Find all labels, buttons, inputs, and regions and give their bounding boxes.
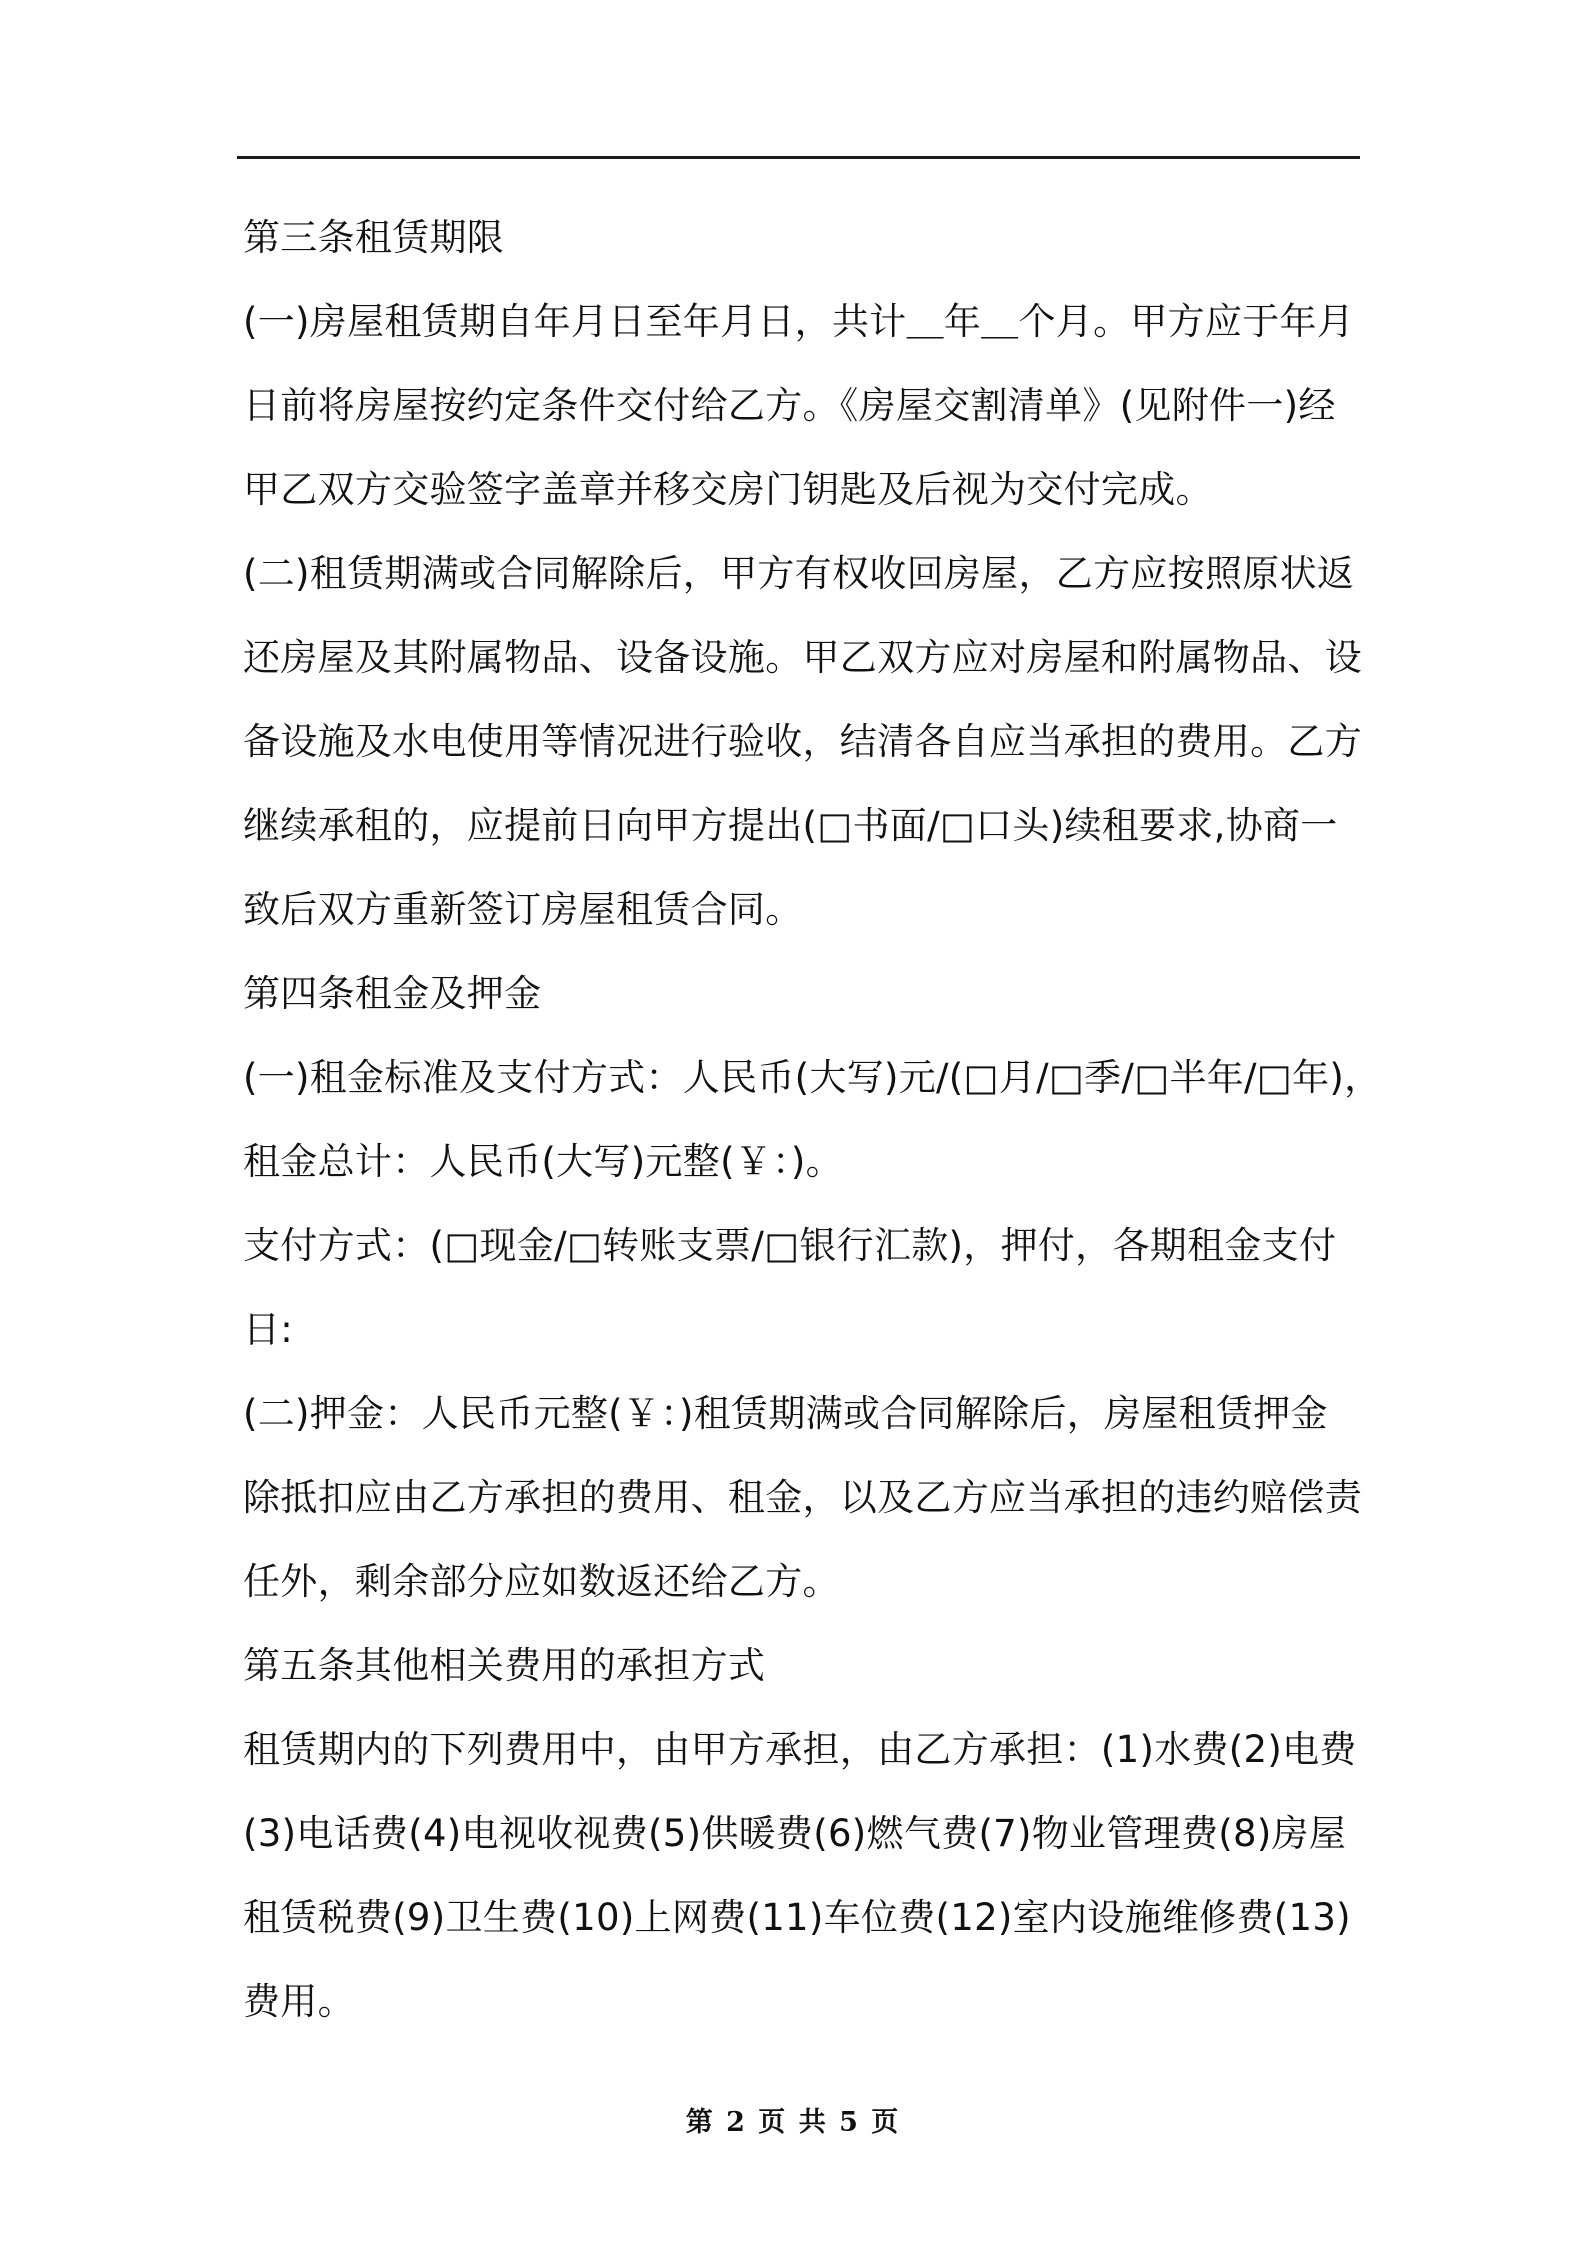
text-line: (一)房屋租赁期自年月日至年月日，共计＿年＿个月。甲方应于年月	[243, 300, 1355, 343]
text-line: (二)租赁期满或合同解除后，甲方有权收回房屋，乙方应按照原状返	[243, 552, 1355, 595]
text-line: 致后双方重新签订房屋租赁合同。	[243, 888, 803, 931]
text-line: (一)租金标准及支付方式：人民币(大写)元/(□月/□季/□半年/□年)，	[243, 1056, 1382, 1099]
text-line: (3)电话费(4)电视收视费(5)供暖费(6)燃气费(7)物业管理费(8)房屋	[243, 1812, 1347, 1855]
section-heading: 第四条租金及押金	[243, 972, 542, 1015]
text-line: 租赁税费(9)卫生费(10)上网费(11)车位费(12)室内设施维修费(13)	[243, 1896, 1351, 1939]
section-heading: 第五条其他相关费用的承担方式	[243, 1644, 766, 1687]
text-line: 租金总计：人民币(大写)元整(￥：)。	[243, 1140, 843, 1183]
text-line: 除抵扣应由乙方承担的费用、租金，以及乙方应当承担的违约赔偿责	[243, 1476, 1362, 1519]
text-line: 甲乙双方交验签字盖章并移交房门钥匙及后视为交付完成。	[243, 468, 1213, 511]
page-number: 第 2 页 共 5 页	[685, 2107, 901, 2138]
text-line: 日前将房屋按约定条件交付给乙方。《房屋交割清单》(见附件一)经	[243, 384, 1336, 427]
header-rule	[237, 156, 1360, 159]
text-line: 租赁期内的下列费用中，由甲方承担，由乙方承担：(1)水费(2)电费	[243, 1728, 1357, 1771]
text-line: 还房屋及其附属物品、设备设施。甲乙双方应对房屋和附属物品、设	[243, 636, 1362, 679]
text-line: 日:	[243, 1308, 294, 1351]
section-heading: 第三条租赁期限	[243, 216, 505, 259]
text-line: 备设施及水电使用等情况进行验收，结清各自应当承担的费用。乙方	[243, 720, 1362, 763]
text-line: (二)押金：人民币元整(￥：)租赁期满或合同解除后，房屋租赁押金	[243, 1392, 1328, 1435]
text-line: 任外，剩余部分应如数返还给乙方。	[243, 1560, 840, 1603]
text-line: 继续承租的，应提前日向甲方提出(□书面/□口头)续租要求,协商一	[243, 804, 1338, 847]
text-line: 费用。	[243, 1980, 355, 2023]
text-line: 支付方式：(□现金/□转账支票/□银行汇款)，押付，各期租金支付	[243, 1224, 1337, 1267]
document-body	[243, 196, 1393, 2044]
